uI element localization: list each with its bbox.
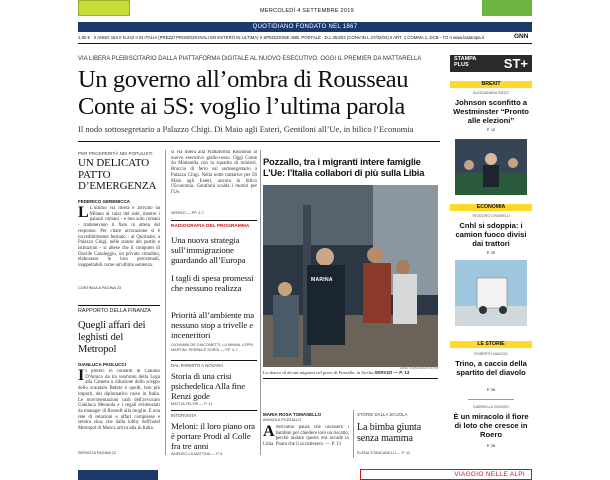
stampa-plus-banner[interactable] [450,55,532,72]
masthead-date: MERCOLEDÌ 4 SETTEMBRE 2019 [260,8,354,14]
center-headline-3[interactable]: Priorità all’ambiente ma nessuno stop a trivelle e inceneritori [171,310,255,340]
footer-box-left[interactable] [78,470,158,480]
rail-title-1[interactable]: Johnson sconfitto a Westminster “Pronto alle elezioni” [453,98,529,125]
left-body-text: L’ultimo via libera è arrivato da Milano al calar del sole, mentre i palazzi romani - e non solo romani - trattenevano il fiato in attesa del responso. Per citare un'orazione sì è incredibilmente fermato - al Quirinale, a Palazzo Chigi, nelle stanze dei partiti e istituzioni - si attese che il computer di Davide Casaleggio, un privato cittadino, elaborasse le loro percentuali, inappellabili come un'ultima sentenza. [78,206,160,269]
left-body-2 [78,369,160,451]
bottom-kicker: STORIE DALLA SCUOLA [357,412,408,417]
bottom-body-text: Avevamo paura che uscissero i bambini per chiedere loro un riscatto, perché andare questo era accade in Libia. Paura che li uccidessero. [263,425,349,448]
lead-headline-line-1: Un governo all’ombra di Rousseau [78,66,409,93]
bottom-headline[interactable]: La bimba giunta senza mamma [357,422,422,444]
lead-headline-line-2: Conte ai 5S: voglio l’ultima parola [78,93,405,120]
col-divider-2 [260,150,261,455]
left-rule [78,305,160,306]
rail-section-brexit: BREXIT [450,81,532,88]
center-intro: sì via libera alla Piattaforma Rousseau al nuovo esecutivo giallo-rosso. Oggi Conte da Mattarella con la squadra di ministri. Braccio di ferro sul sottosegretario a Palazzo Chigi. Nella notte trattative per Di Maio agli Esteri, ancora in bilico l'Economia. Gentiloni scalda i motori per l'Ue. [171,150,257,195]
marina-label: MARINA [311,277,333,283]
lead-rule [78,141,440,142]
rail-photo-parliament[interactable] [455,139,527,195]
bottom-body [263,425,349,458]
bottom-byline: MARIA ROSA TOMASELLO [263,412,322,417]
col-divider-1 [165,150,166,455]
left-body [78,206,160,284]
lead-subhead: Il nodo sottosegretario a Palazzo Chigi. Di Maio agli Esteri, Gentiloni all’Ue, in bilico l’Economia [78,124,414,134]
rail-author-3: ROBERTO MAGGIO [474,352,508,356]
lead-kicker: VIA LIBERA PLEBISCITARIO DALLA PIATTAFORMA DIGITALE AL NUOVO ESECUTIVO. OGGI IL PREMIER DA MATTARELLA [78,56,422,62]
photo-headline-line-1: Pozzallo, tra i migranti intere famiglie [263,156,421,167]
left-headline-2[interactable]: Quegli affari dei leghisti del Metropol [78,320,146,355]
stampa-label: STAMPA [454,56,477,62]
center-authors: GIOVANNI DE GIACOMETTI, LA MINNA, LEPRI, MARTINI, PERINA E SORGI — PP. 4-7 [171,343,255,352]
center-headline-1[interactable]: Una nuova strategia sull’immigrazione guardando all’Europa [171,235,246,265]
center-rule-2 [171,360,257,361]
center-kicker-3: INTERVISTA [171,413,197,418]
center-rule-1 [171,220,257,221]
photo-caption-text: Lo sbarco di alcuni migranti nel porto di Pozzallo, in Sicilia [263,370,374,375]
left-byline-2: GIANLUCA PAOLUCCI [78,362,126,367]
founded-bar: QUOTIDIANO FONDATO NEL 1867 [78,22,532,32]
parliament-illustration [455,139,527,195]
bottom-author: ELENA STANCANELLI — P. 12 [357,451,411,455]
bottom-divider [353,410,354,458]
rail-photo-truck[interactable] [455,260,527,326]
rail-page-2: P. 20 [486,251,496,255]
footer-box-right[interactable]: VIAGGIO NELLE ALPI [360,469,532,480]
photo-caption [263,370,438,376]
bottom-dropcap: A [263,425,275,440]
migrants-photo[interactable] [263,185,438,367]
left-tag: PER PROSPERITÀ NEI POPULISTI [78,151,153,156]
center-headline-4[interactable]: Storia di una crisi psichedelica Alla fine Renzi gode [171,371,246,401]
center-red-kicker: RADIOGRAFIA DEL PROGRAMMA [171,224,250,229]
rail-title-4[interactable]: È un miracolo il fiore di loto che cresce in Roero [453,412,529,439]
truck-illustration [455,260,527,326]
center-rule-3 [171,410,257,411]
rail-rule [468,399,514,400]
bottom-body-ref[interactable]: — P. 13 [325,442,341,448]
lead-headline[interactable] [78,66,450,120]
rail-title-3[interactable]: Trino, a caccia della spartito del diavolo [455,359,527,377]
rail-page-1: P. 12 [486,128,496,132]
price-line: 1,50 € · II ANNO 153 II N.242 II IN ITALIA (PREZZI PROMOZIONALI ED ESTERO IN ULTIMA) II SPEDIZIONE ABB. POSTALE · D.L.353/03 (CONV.IN L.27/02/04) II ART. 1 COMMA 1, DCB - TO II www.lastampa.it [78,35,485,40]
photo-story-headline[interactable] [263,156,443,178]
rail-author-2: TEODORO CHIARELLI [472,214,510,218]
center-headline-5[interactable]: Meloni: il loro piano ora è portare Prodi al Colle fra tre anni [171,421,255,451]
plus-label: PLUS [454,62,469,68]
rail-page-4: P. 28 [486,444,496,448]
center-intro-jump[interactable]: SERVIZI — PP. 2-7 [171,211,204,215]
center-headline-2[interactable]: I tagli di spesa promessi che nessuno realizza [171,273,254,293]
photo-credit: ANSA / FRANCESCO RUTA [400,366,439,370]
rail-title-2[interactable]: Cnhl si sdoppia: i camion fuoco divisi dai trattori [455,221,527,248]
rail-section-economia: ECONOMIA [450,204,532,211]
st-plus-logo: ST+ [503,56,528,71]
rail-page-3: P. 26 [486,388,496,392]
migrants-photo-illustration [263,185,438,367]
left-jump[interactable]: CONTINUA A PAGINA 23 [78,286,121,290]
rail-author-1: ALESSANDRA RIZZO [473,91,509,95]
left-body-text-2: I predici in contanti di Claudio D'Amico da tra vent'anni della Lega alla Camera a riduzione dello sceppo dello scandalo Bebito e quelli, bon più importi, del diplomatico russo in Italia. Le movimentazioni cash dell'avvocato Gianluca Meranda e i regali evidenziati da manager di Rosneft alla moglie. E una rete di relazioni e affari complesse e sentira sina, che dalla lobby dell'hotel Metropol di Mosca arriva alla in Italia. [78,369,160,432]
promo-banner-left[interactable] [78,0,130,16]
gnn-badge: GNN [514,33,529,40]
rail-section-storie: LE STORIE [450,341,532,348]
bottom-sub: INVIATA A POZZALLO [263,418,302,422]
photo-bottom-rule [263,378,438,379]
stampa-plus-label [454,56,476,68]
left-dropcap: L [78,206,89,221]
photo-caption-ref[interactable]: SERVIZI — P. 13 [374,370,410,375]
photo-headline-line-2: L’Ue: l’Italia collabori di più sulla Libia [263,167,425,178]
promo-banner-right[interactable] [482,0,532,16]
center-byline-5: AMEDEO LA MATTINA — P. 8 [171,452,223,456]
left-jump-2[interactable]: SERVIZI A PAGINA 12 [78,451,117,455]
rail-author-4: GABRIELLA GRASSO [472,405,510,409]
masthead-rule [78,43,532,44]
left-dropcap-2: I [78,369,85,384]
center-byline-4: MATTIA FELTRI — P. 11 [171,402,213,406]
center-kicker-2: DAL PARMITO A NOVARA [171,363,224,368]
left-byline: FEDERICO GEREMICCA [78,199,131,204]
left-headline[interactable]: UN DELICATO PATTO D’EMERGENZA [78,157,157,192]
left-section: RAPPORTO DELLA FINANZA [78,308,151,314]
